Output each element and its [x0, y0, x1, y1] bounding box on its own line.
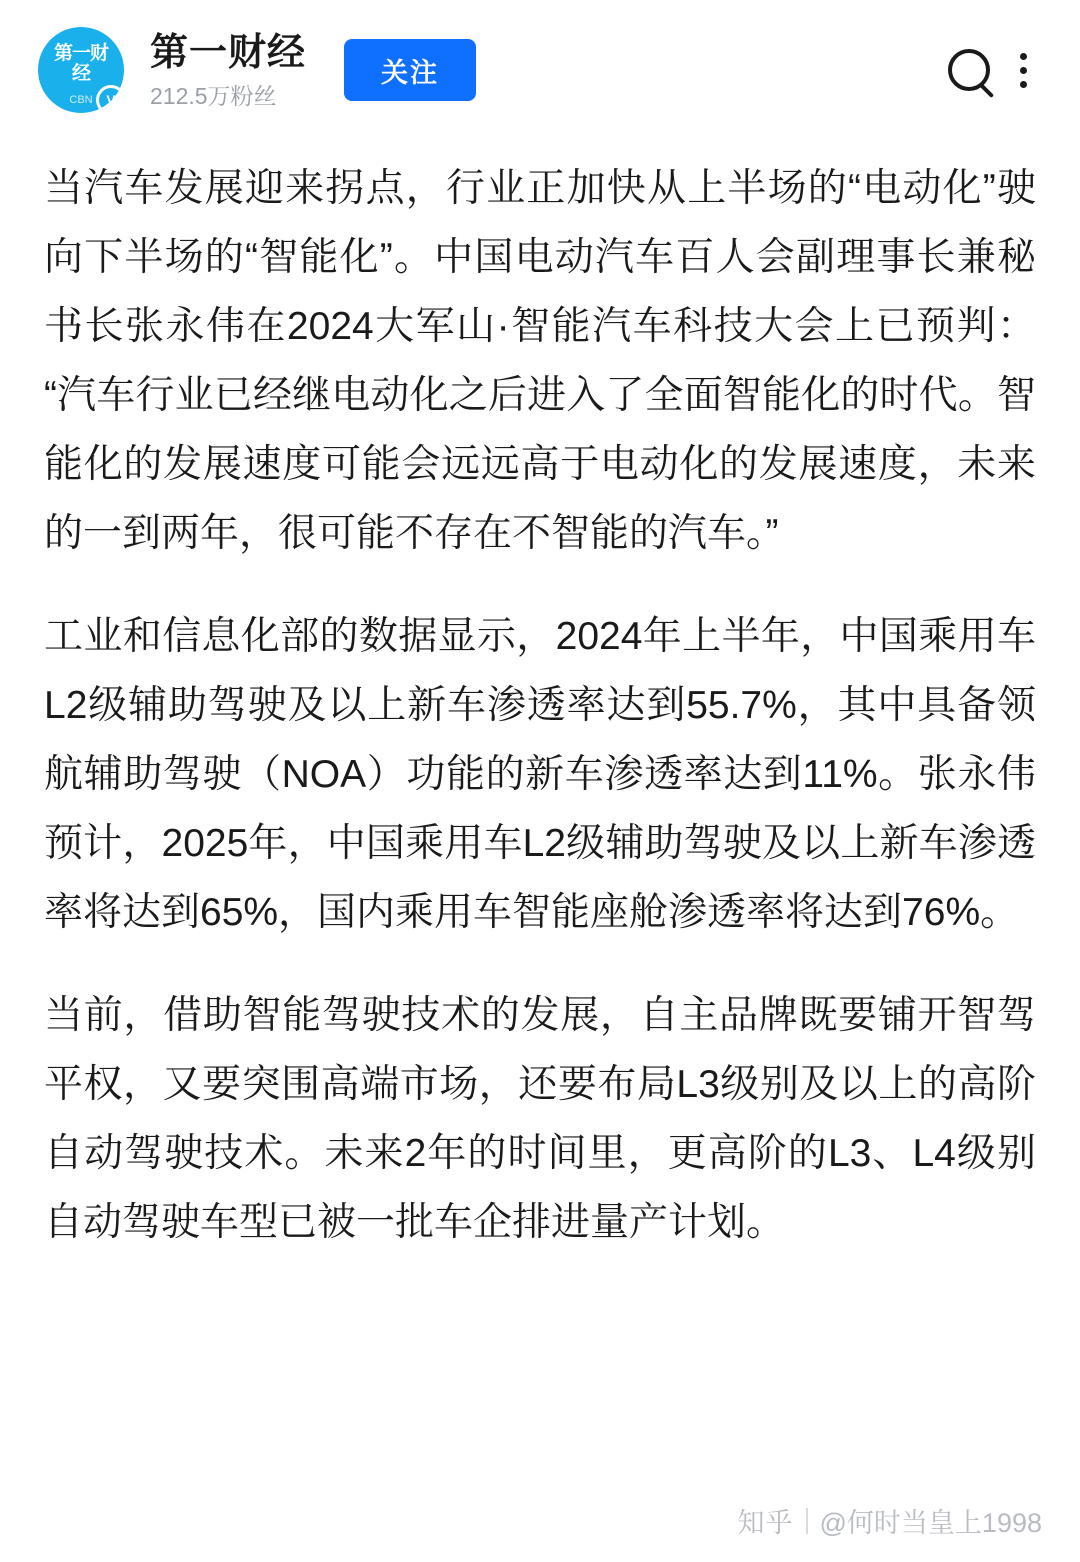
avatar-logo-text: 第一财经 — [53, 43, 108, 84]
article-paragraph: 工业和信息化部的数据显示，2024年上半年，中国乘用车L2级辅助驾驶及以上新车渗透率达到55.7%，其中具备领航辅助驾驶（NOA）功能的新车渗透率达到11%。张永伟预计，2025年，中国乘用车L2级辅助驾驶及以上新车渗透率将达到65%，国内乘用车智能座舱渗透率将达到76%。 — [44, 615, 1036, 934]
account-followers: 212.5万粉丝 — [150, 83, 277, 109]
watermark-platform: 知乎 — [737, 1508, 794, 1538]
more-options-icon — [1020, 53, 1027, 88]
more-options-button[interactable] — [1000, 39, 1046, 101]
article-paragraph: 当前，借助智能驾驶技术的发展，自主品牌既要铺开智驾平权，又要突围高端市场，还要布局L3级别及以上的高阶自动驾驶技术。未来2年的时间里，更高阶的L3、L4级别自动驾驶车型已被一批车企排进量产计划。 — [44, 994, 1036, 1244]
verified-badge-icon — [96, 85, 124, 113]
account-header — [0, 0, 1080, 140]
article-paragraph: 当汽车发展迎来拐点，行业正加快从上半场的“电动化”驶向下半场的“智能化”。中国电动汽车百人会副理事长兼秘书长张永伟在2024大军山·智能汽车科技大会上已预判：“汽车行业已经继电动化之后进入了全面智能化的时代。智能化的发展速度可能会远远高于电动化的发展速度，未来的一到两年，很可能不存在不智能的汽车。” — [44, 167, 1036, 555]
account-name: 第一财经 — [150, 32, 307, 74]
search-icon — [948, 49, 990, 91]
avatar-logo-subtext: CBN — [69, 94, 93, 106]
watermark-username: @何时当皇上1998 — [819, 1508, 1042, 1538]
article-body — [0, 140, 1080, 1257]
watermark-divider — [806, 1508, 808, 1534]
account-info[interactable] — [150, 30, 306, 110]
avatar[interactable] — [38, 27, 124, 113]
follow-button[interactable]: 关注 — [344, 39, 476, 101]
search-button[interactable] — [938, 39, 1000, 101]
verified-badge-letter: V — [99, 88, 123, 112]
watermark — [738, 1501, 1042, 1540]
